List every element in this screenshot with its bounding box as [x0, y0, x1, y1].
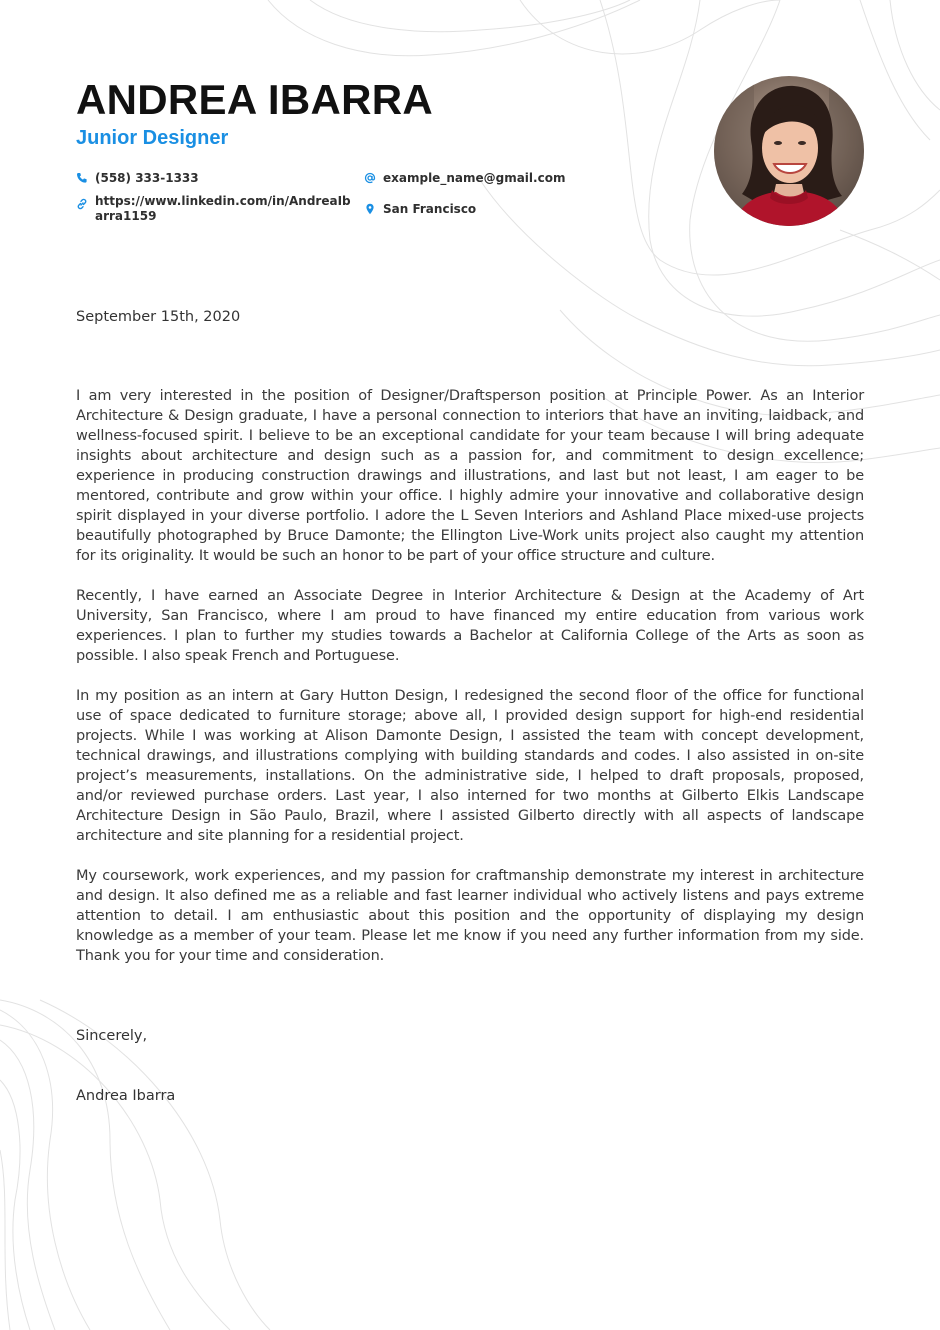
letter-date: September 15th, 2020 [76, 309, 241, 325]
email-address: example_name@gmail.com [383, 171, 566, 185]
letter-body [76, 386, 864, 986]
contact-phone[interactable] [76, 171, 199, 186]
body-paragraph: I am very interested in the position of Designer/Draftsperson position at Principle Power. As an Interior Architecture & Design graduate, I have a personal connection to interiors that have an inviting, laidback, and wellness-focused spirit. I believe to be an exceptional candidate for your team because I will bring adequate insights about architecture and design such as a passion for, and commitment to design excellence; experience in producing construction drawings and illustrations, and last but not least, I am eager to be mentored, contribute and grow within your office. I highly admire your innovative and collaborative design spirit displayed in your diverse portfolio. I adore the L Seven Interiors and Ashland Place mixed-use projects beautifully photographed by Bruce Damonte; the Ellington Live-Work units project also caught my attention for its originality. It would be such an honor to be part of your office structure and culture. [76, 388, 864, 564]
body-paragraph: Recently, I have earned an Associate Degree in Interior Architecture & Design at the Academy of Art University, San Francisco, where I am proud to have financed my entire education from various work experiences. I plan to further my studies towards a Bachelor at California College of the Arts as soon as possible. I also speak French and Portuguese. [76, 588, 864, 664]
at-icon [364, 172, 376, 184]
contact-linkedin[interactable] [76, 194, 351, 224]
phone-number: (558) 333-1333 [95, 171, 199, 185]
phone-icon [76, 172, 88, 184]
body-paragraph: In my position as an intern at Gary Hutton Design, I redesigned the second floor of the office for functional use of space dedicated to furniture storage; above all, I provided design support for high-end residential projects. While I was working at Alison Damonte Design, I assisted the team with concept development, technical drawings, and illustrations complying with building standards and codes. I also assisted in on-site project’s measurements, installations. On the administrative side, I helped to draft proposals, proposed, and/or reviewed purchase orders. Last year, I also interned for two months at Gilberto Elkis Landscape Architecture Design in São Paulo, Brazil, where I assisted Gilberto directly with all aspects of landscape architecture and site planning for a residential project. [76, 688, 864, 844]
location-pin-icon [364, 203, 376, 215]
contact-location [364, 202, 476, 217]
letter-closing: Sincerely, [76, 1028, 148, 1044]
contact-email[interactable] [364, 171, 565, 186]
body-paragraph: My coursework, work experiences, and my passion for craftmanship demonstrate my interest in architecture and design. It also defined me as a reliable and fast learner individual who actively listens and pays extreme attention to detail. I am enthusiastic about this position and the opportunity of displaying my design knowledge as a member of your team. Please let me know if you need any further information from my side. Thank you for your time and consideration. [76, 868, 864, 964]
job-title: Junior Designer [76, 127, 229, 149]
applicant-name: ANDREA IBARRA [76, 76, 434, 123]
letter-signature: Andrea Ibarra [76, 1088, 176, 1104]
link-icon [76, 198, 88, 210]
profile-photo [714, 76, 864, 226]
linkedin-url: https://www.linkedin.com/in/AndreaIbarra1159 [95, 194, 351, 223]
location-text: San Francisco [383, 202, 477, 216]
